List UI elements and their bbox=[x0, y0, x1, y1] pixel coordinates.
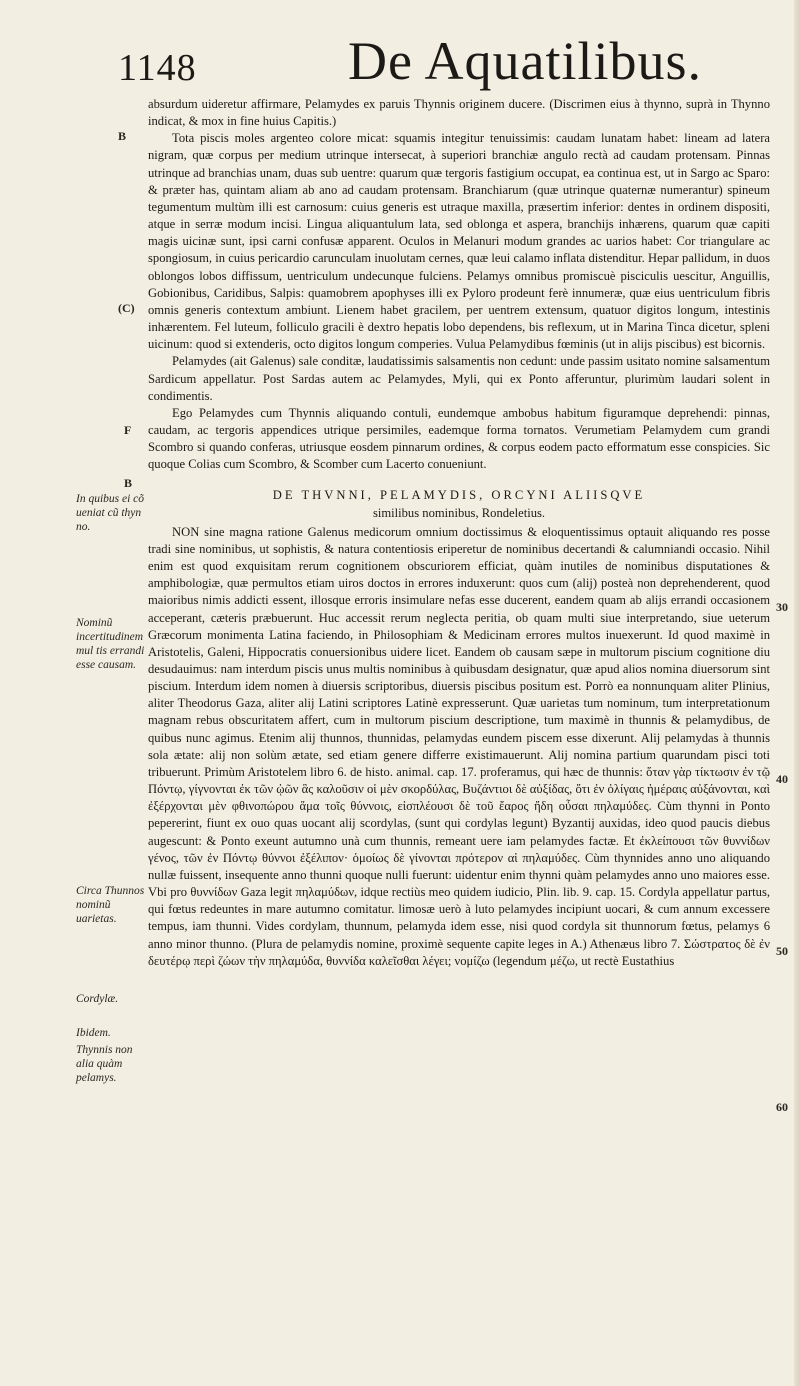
line-number-60: 60 bbox=[776, 1100, 788, 1114]
margin-note-thynnis: Thynnis non alia quàm pelamys. bbox=[76, 1044, 133, 1084]
running-title: De Aquatilibus. bbox=[348, 31, 702, 91]
page-header bbox=[108, 28, 768, 90]
line-number-30: 30 bbox=[776, 600, 788, 614]
paragraph-galenus: Pelamydes (ait Galenus) sale conditæ, laudatissimis salsamentis non cedunt: unde passim usitato nomine salsamentum Sardicum appellatur. Post Sardas autem ac Pelamydes, Myli, qui ex Ponto afferuntur, plurimùm laudari solent in condimentis. bbox=[148, 354, 770, 403]
margin-letter-b: B bbox=[118, 129, 127, 143]
margin-note-cordylae: Cordylæ. bbox=[76, 993, 119, 1005]
margin-note-nominum: Nominũ incertitudinem mul tis errandi esse causam. bbox=[76, 617, 145, 671]
paragraph-opening: absurdum uideretur affirmare, Pelamydes ex paruis Thynnis originem ducere. (Discrimen eius à thynno, suprà in Thynno indicat, & mox in fine huius Capitis.) bbox=[148, 97, 770, 129]
margin-letter-b-2: B bbox=[124, 476, 133, 490]
paragraph-rondeletius: NON sine magna ratione Galenus medicorum omnium doctissimus & eloquentissimus optauit aliquando res posse tradi sine nominibus, ut sophistis, & natura contentiosis eriperetur de nominibus decertandi & calumniandi occasio. Nihil enim est quod exquisitam rerum cognitionem obscuriorem efficiat, quàm inutiles de nominibus disputationes & amphibologiæ, quæ permultos etiam uiros doctos in errores induxerunt: quos cum (alij) posteà non deprehenderent, quod maioribus nimis addicti essent, illosque erroris insimulare nefas esse ducerent, eandem quam ab alijs errandi occasionem acceperant, cæteris præbuerunt. Huc accessit rerum neglecta peritia, ob quam multi siue interpretando, siue ueterum Græcorum monimenta Latina faciendo, in Philosophiam & Medicinam errores multos inuexerunt. Id quod maximè in Aristotelis, Galeni, Hippocratis conuersionibus uidere licet. Eandem ob causam sæpe in multorum piscium cognitione diu desudauimus: nam interdum piscis unus multis nominibus à quibusdam designatur, quæ apud alios nomina diuersorum sint piscium. Interdum idem nomen à diuersis scriptoribus, diuersis piscibus positum est. Porrò ea nonnunquam aliter Plinius, aliter Theodorus Gaza, aliter alij Latini scriptores Latinè expresserunt. Quæ uarietas tum nominum, tum interpretationum magnam rebus obscuritatem affert, cum in multorum piscium descriptione, tum maximè in thunnis & pelamydibus, de quibus nunc agimus. Etenim alij thunnos, thunnidas, pelamydas eundem piscem esse dixerunt. Alij pelamydas à thunnis sola ætate: alij non solùm ætate, sed etiam genere differre existimauerunt. Alij nomina partium quarundam pisci toti tribuerunt. Primùm Aristotelem libro 6. de histo. animal. cap. 17. proferamus, qui hæc de thunnis: ὅταν γὰρ τίκτωσιν ἐν τῷ Πόντῳ, γίγνονται ἐκ τῶν ᾠῶν ἃς καλοῦσιν οἱ μὲν σκορδύλας, Βυζάντιοι δὲ αὐξίδας, ὅτι ἐν ὀλίγαις ἡμέραις αὐξάνονται, καὶ ἐξέρχονται μὲν φθινοπώρου ἅμα τοῖς θύννοις, εἰσπλέουσι δὲ τοῦ ἔαρος ἤδη οὖσαι πηλαμύδες. Cùm thynni in Ponto pepererint, fiunt ex ouo quas uocant alij scordylas, (sunt qui cordylas legunt) Byzantij auxidas, ideo quod paucis diebus augescunt: & Ponto exeunt autumno unà cum thunnis, remeant uere iam pelamydes factæ. Et ἐκλείπουσι τῶν θυννίδων γένος, τῶν ἐν Πόντῳ θύννοι ἐξέλιπον· ὁμοίως δὲ γίνονται πρότερον αἱ πηλαμύδες. Cùm thynnides anno uno aliquando nullæ fuissent, insequente anno thunni quoque nulli fuerunt: uidentur enim thynni quàm pelamydes anno uno maiores esse. Vbi pro θυννίδων Gaza legit πηλαμύδων, idque rectiùs meo quidem iudicio, Plin. lib. 9. cap. 15. Cordyla appellatur partus, qui fœtus redeuntes in mare autumno comitatur. limosæ uerò à luto pelamydes incipiunt uocari, & cum annum excessere tempus, iam thunni. Vides cordylam, thunnum, pelamyda idem esse, nisi quod cordyla sit thunnorum fœtus, pelamys 6 anno minor thunno. (Plura de pelamydis nomine, proximè sequente capite leges in A.) Athenæus libro 7. Σώστρατος δὲ ἐν δευτέρῳ περὶ ζώων τὴν πηλαμύδα, θυννίδα καλεῖσθαι λέγει; νομίζω (legendum μέζω, ut rectè Eustathius bbox=[148, 524, 770, 968]
margin-note-circa-thunnos: Circa Thunnos nominũ uarietas. bbox=[76, 885, 145, 925]
chapter-heading: DE THVNNI, PELAMYDIS, ORCYNI ALIISQVE bbox=[272, 488, 646, 503]
main-text-column bbox=[148, 96, 770, 970]
paragraph-description: Tota piscis moles argenteo colore micat: squamis integitur tenuissimis: caudam lunatam habet: lineam ad latera nigram, quæ corpus per medium utrinque intersecat, à superiori branchiæ angulo rectà ad caudam protensam. Pinnas utrinque ad branchias unam, duas sub uentre: quarum quæ tergoris fastigium occupat, ea continua est, ut in Sargo ac Sparo: & præter has, quintam aliam ab ano ad caudam protensam. Branchiarum (quæ utrinque quaternæ numerantur) spineum tegumentum multùm illi est carnosum: cuius generis est utraque maxilla, præsertim inferior: dentes in ordinem dispositi, atque in serræ modum incisi. Lingua aliquantulum lata, sed oblonga et aspera, branchijs inhærens, quarum quæ capiti magis uicinæ sunt, ipsi carni confusæ apparent. Oculos in Melanuri modum grandes ac uarios habet: Cor triangulare ac spongiosum, in cuius pericardio carunculam inuolutam cernes, quæ leui calamo inflata distenditur. Hepar pallidum, in duos oblongos lobos diffissum, uentriculum undecunque fulciens. Pelamys omnibus promiscuè pisciculis uescitur, Anguillis, Gobionibus, Caridibus, Salpis: quamobrem apophyses illi ex Pyloro prodeunt ferè innumeræ, quæ eius uentriculum fibris omnis generis contextum ambiunt. Lienem habet gracilem, per uentrem extensum, quatuor digitos longum, intestinis inhærentem. Fel luteum, folliculo gracili è dextro hepatis lobo dependens, bis reflexum, ut in Marina Tinca dicetur, spleni uicinum: quod si extenderis, octo digitos longum comperies. Vulua Pelamydibus fœminis (ut in alijs piscibus) est bicornis. bbox=[148, 131, 770, 352]
line-number-50: 50 bbox=[776, 944, 788, 958]
margin-letter-f: F bbox=[124, 423, 132, 437]
page-number: 1148 bbox=[118, 47, 197, 89]
paragraph-comparison: Ego Pelamydes cum Thynnis aliquando contuli, eundemque ambobus habitum figuramque deprehendi: pinnas, caudam, ac tergoris appendices utrique persimiles, eademque forma tornatos. Verumetiam Pelamydem cum grandi Scombro si quando conferas, utriusque eosdem pinnarum ordines, & corpus eodem pacto efformatum esse conspicies. Sic quoque Colias cum Scombro, & Scomber cum Lacerto conueniunt. bbox=[148, 405, 770, 472]
margin-note-ibidem: Ibidem. bbox=[76, 1027, 111, 1039]
page-edge bbox=[794, 0, 800, 1386]
margin-letter-c: (C) bbox=[118, 301, 135, 315]
chapter-heading-continuation: similibus nominibus, Rondeletius. bbox=[372, 505, 546, 520]
margin-note-in-quibus: In quibus ei cõ ueniat cũ thyn no. bbox=[76, 493, 145, 533]
line-number-40: 40 bbox=[776, 772, 788, 786]
